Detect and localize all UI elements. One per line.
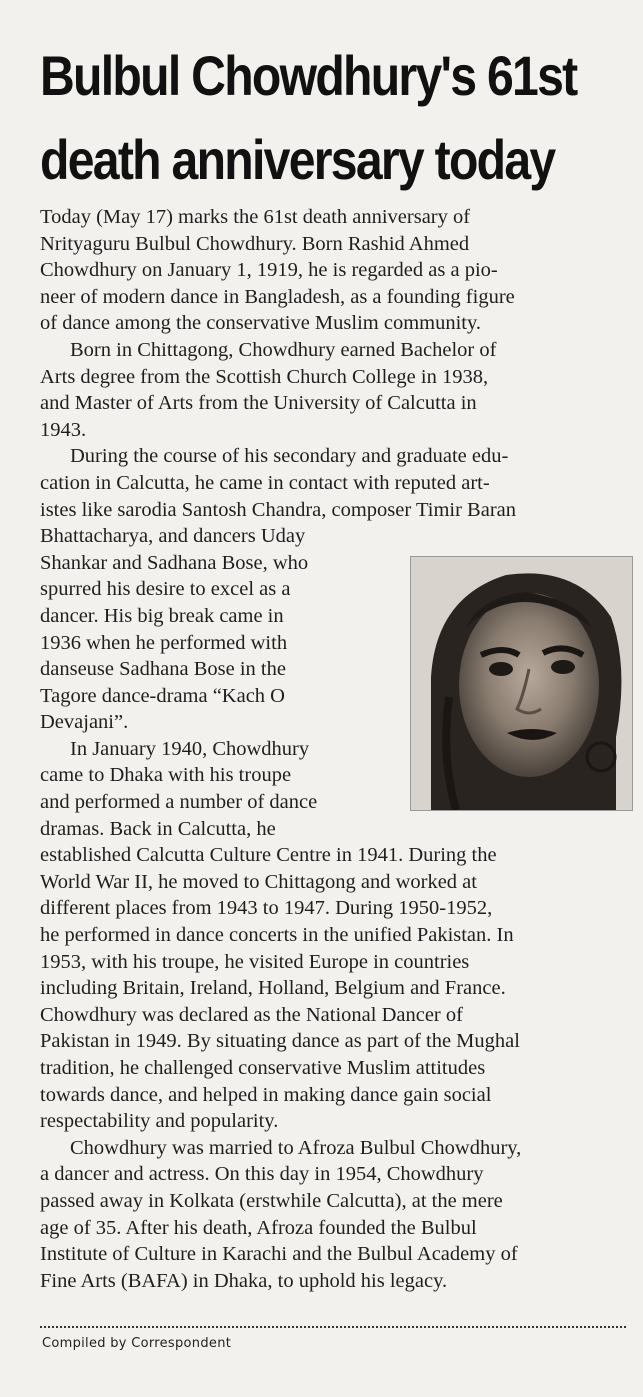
text-line: Nrityaguru Bulbul Chowdhury. Born Rashid Ahmed [40, 232, 470, 255]
text-line: istes like sarodia Santosh Chandra, composer Timir Baran [40, 498, 516, 521]
text-line: including Britain, Ireland, Holland, Belgium and France. [40, 977, 506, 1000]
text-line: different places from 1943 to 1947. During 1950-1952, [40, 897, 493, 920]
paragraph [40, 1135, 632, 1295]
text-line: Arts degree from the Scottish Church College in 1938, [40, 365, 489, 388]
text-line: Devajani”. [40, 711, 129, 734]
text-line: 1936 when he performed with [40, 631, 288, 654]
text-line: In January 1940, Chowdhury [70, 737, 310, 760]
text-line: tradition, he challenged conservative Muslim attitudes [40, 1057, 486, 1079]
text-line: established Calcutta Culture Centre in 1941. During the [40, 844, 497, 867]
text-line: and Master of Arts from the University of Calcutta in [40, 392, 477, 415]
text-line: and performed a number of dance [40, 791, 318, 814]
portrait-illustration [411, 557, 632, 810]
text-line: came to Dhaka with his troupe [40, 764, 292, 787]
text-line: 1943. [40, 418, 87, 441]
text-line: Fine Arts (BAFA) in Dhaka, to uphold his legacy. [40, 1269, 448, 1292]
text-line: passed away in Kolkata (erstwhile Calcutta), at the mere [40, 1189, 503, 1212]
text-line: towards dance, and helped in making dance gain social [40, 1083, 492, 1106]
text-line: a dancer and actress. On this day in 1954, Chowdhury [40, 1163, 484, 1186]
text-line: dancer. His big break came in [40, 604, 284, 627]
text-line: Tagore dance-drama “Kach O [40, 684, 285, 707]
text-line: respectability and popularity. [40, 1110, 279, 1133]
divider [40, 1326, 626, 1328]
portrait-photo [410, 556, 633, 811]
text-line: he performed in dance concerts in the unified Pakistan. In [40, 924, 514, 947]
paragraph [40, 337, 632, 443]
text-line: of dance among the conservative Muslim community. [40, 312, 482, 335]
text-line: Institute of Culture in Karachi and the Bulbul Academy of [40, 1243, 518, 1266]
byline-credit: Compiled by Correspondent [42, 1336, 232, 1351]
text-line: Chowdhury on January 1, 1919, he is regarded as a pio- [40, 259, 498, 282]
text-line: danseuse Sadhana Bose in the [40, 658, 286, 681]
text-line: Born in Chittagong, Chowdhury earned Bachelor of [70, 338, 497, 361]
text-line: cation in Calcutta, he came in contact with reputed art- [40, 471, 490, 494]
text-line: neer of modern dance in Bangladesh, as a founding figure [40, 285, 515, 308]
text-line: Bhattacharya, and dancers Uday [40, 525, 306, 548]
text-line: Chowdhury was declared as the National Dancer of [40, 1003, 463, 1026]
headline [40, 0, 577, 202]
headline-line: Bulbul Chowdhury's 61st [40, 44, 577, 107]
headline-line: death anniversary today [40, 128, 555, 191]
paragraph [40, 204, 632, 337]
text-line: age of 35. After his death, Afroza founded the Bulbul [40, 1216, 477, 1239]
text-line: spurred his desire to excel as a [40, 578, 291, 601]
text-line: World War II, he moved to Chittagong and worked at [40, 870, 477, 893]
text-line: 1953, with his troupe, he visited Europe in countries [40, 950, 470, 973]
text-line: Today (May 17) marks the 61st death anniversary of [40, 206, 471, 228]
text-line: During the course of his secondary and graduate edu- [70, 445, 509, 468]
text-line: dramas. Back in Calcutta, he [40, 817, 276, 840]
text-line: Pakistan in 1949. By situating dance as part of the Mughal [40, 1030, 520, 1053]
text-line: Shankar and Sadhana Bose, who [40, 551, 309, 574]
text-line: Chowdhury was married to Afroza Bulbul Chowdhury, [70, 1136, 522, 1159]
